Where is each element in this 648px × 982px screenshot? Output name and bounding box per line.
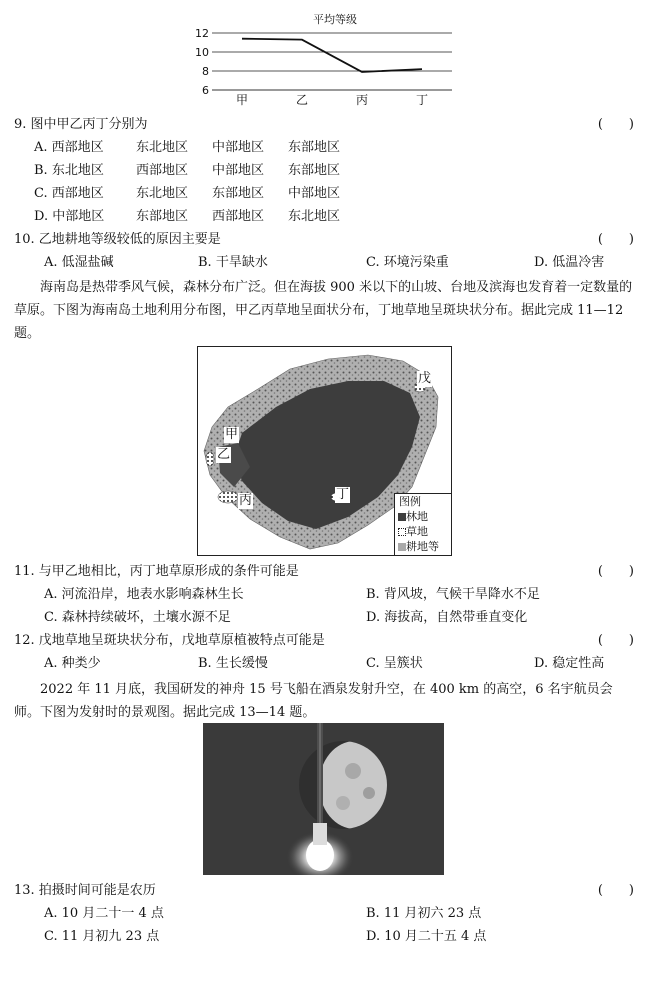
series-line xyxy=(242,39,422,72)
q9-option-d-4: 东北地区 xyxy=(288,209,341,224)
question-9-answer-bracket: ( ) xyxy=(597,117,634,132)
q9-option-a-4: 东部地区 xyxy=(288,140,341,155)
forest-swatch-icon xyxy=(398,513,406,521)
map-label-ding: 丁 xyxy=(336,487,350,502)
q12-option-b: B. 生长缓慢 xyxy=(198,656,268,671)
q9-option-b-4: 东部地区 xyxy=(288,163,341,178)
q10-option-c: C. 环境污染重 xyxy=(366,255,449,270)
q10-option-b: B. 干旱缺水 xyxy=(198,255,268,270)
q10-option-a: A. 低湿盐碱 xyxy=(44,255,114,270)
legend-title: 图例 xyxy=(399,495,421,508)
map-label-wu: 戊 xyxy=(418,371,432,386)
q10-option-d: D. 低温冷害 xyxy=(534,255,605,270)
question-10-stem: 10. 乙地耕地等级较低的原因主要是 xyxy=(14,232,221,247)
q9-option-b-3: 中部地区 xyxy=(212,163,265,178)
average-grade-chart xyxy=(190,8,460,108)
q11-option-c: C. 森林持续破坏，土壤水源不足 xyxy=(44,610,231,625)
q9-option-d-2: 东部地区 xyxy=(136,209,189,224)
legend-forest-label: 林地 xyxy=(406,510,428,523)
question-11-answer-bracket: ( ) xyxy=(597,564,634,579)
q13-option-a: A. 10 月二十一 4 点 xyxy=(44,906,164,921)
q9-option-b-2: 西部地区 xyxy=(136,163,189,178)
y-tick-label: 12 xyxy=(195,27,209,40)
grass-swatch-icon xyxy=(398,528,406,536)
map-label-jia: 甲 xyxy=(225,427,239,442)
map-label-yi: 乙 xyxy=(217,447,231,462)
question-12-stem: 12. 戊地草地呈斑块状分布，戊地草原植被特点可能是 xyxy=(14,633,325,648)
map-legend xyxy=(394,493,451,556)
question-13-answer-bracket: ( ) xyxy=(597,883,634,898)
q9-option-c-1: C. 西部地区 xyxy=(34,186,104,201)
hainan-land-use-map xyxy=(197,346,452,556)
x-tick-label: 丁 xyxy=(415,93,429,107)
q12-option-a: A. 种类少 xyxy=(44,656,101,671)
q9-option-a-2: 东北地区 xyxy=(136,140,189,155)
q9-option-c-3: 东部地区 xyxy=(212,186,265,201)
legend-item-forest xyxy=(395,509,451,524)
launch-photo xyxy=(203,723,444,875)
y-tick-label: 10 xyxy=(195,46,209,59)
x-tick-label: 甲 xyxy=(235,93,249,107)
q11-option-b: B. 背风坡，气候干旱降水不足 xyxy=(366,587,540,602)
question-9-stem: 9. 图中甲乙丙丁分别为 xyxy=(14,117,148,132)
moon-and-rocket-scene xyxy=(203,723,444,875)
q9-option-b-1: B. 东北地区 xyxy=(34,163,104,178)
q13-option-b: B. 11 月初六 23 点 xyxy=(366,906,482,921)
question-13-stem: 13. 拍摄时间可能是农历 xyxy=(14,883,156,898)
q12-option-d: D. 稳定性高 xyxy=(534,656,605,671)
chart-title: 平均等级 xyxy=(313,13,357,26)
question-10-answer-bracket: ( ) xyxy=(597,232,634,247)
legend-item-farm xyxy=(395,539,451,554)
x-tick-label: 乙 xyxy=(295,93,309,107)
q9-option-d-1: D. 中部地区 xyxy=(34,209,105,224)
q9-option-a-1: A. 西部地区 xyxy=(34,140,104,155)
q9-option-c-4: 中部地区 xyxy=(288,186,341,201)
y-tick-label: 6 xyxy=(202,84,209,97)
farm-swatch-icon xyxy=(398,543,406,551)
question-11-stem: 11. 与甲乙地相比，丙丁地草原形成的条件可能是 xyxy=(14,564,299,579)
q9-option-d-3: 西部地区 xyxy=(212,209,265,224)
y-tick-label: 8 xyxy=(202,65,209,78)
passage-hainan: 海南岛是热带季风气候，森林分布广泛。但在海拔 900 米以下的山坡、台地及滨海也发育着一定数量的草原。下图为海南岛土地利用分布图，甲乙丙草地呈面状分布，丁地草地呈斑块状分布。据此完成 11—12 题。 xyxy=(14,280,633,341)
question-12-answer-bracket: ( ) xyxy=(597,633,634,648)
q12-option-c: C. 呈簇状 xyxy=(366,656,423,671)
legend-farm-label: 耕地等 xyxy=(406,540,439,553)
x-tick-label: 丙 xyxy=(355,93,369,107)
q11-option-d: D. 海拔高，自然带垂直变化 xyxy=(366,610,528,625)
passage-shenzhou: 2022 年 11 月底，我国研发的神舟 15 号飞船在酒泉发射升空，在 400 km 的高空，6 名宇航员会师。下图为发射时的景观图。据此完成 13—14 题。 xyxy=(14,682,613,720)
q9-option-c-2: 东北地区 xyxy=(136,186,189,201)
map-label-bing: 丙 xyxy=(239,493,253,508)
q11-option-a: A. 河流沿岸，地表水影响森林生长 xyxy=(44,587,244,602)
q13-option-c: C. 11 月初九 23 点 xyxy=(44,929,160,944)
legend-grass-label: 草地 xyxy=(406,525,428,538)
q13-option-d: D. 10 月二十五 4 点 xyxy=(366,929,487,944)
q9-option-a-3: 中部地区 xyxy=(212,140,265,155)
legend-item-grass xyxy=(395,524,451,539)
